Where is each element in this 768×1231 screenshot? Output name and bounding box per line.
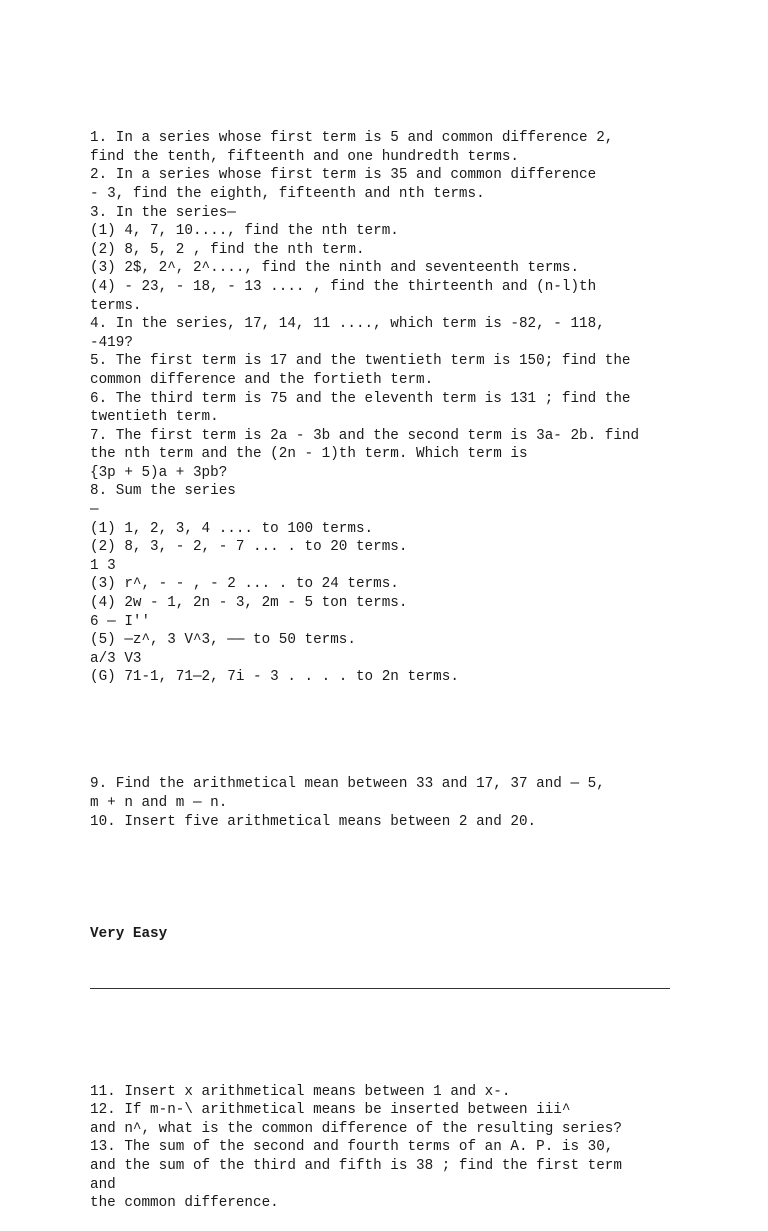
text-line: (1) 4, 7, 10...., find the nth term. [90, 223, 399, 240]
exercise-block-3 [90, 1083, 710, 1213]
text-line: find the tenth, fifteenth and one hundredth terms. [90, 148, 519, 165]
text-line: 6. The third term is 75 and the eleventh term is 131 ; find the [90, 390, 631, 407]
text-line: 1. In a series whose first term is 5 and common difference 2, [90, 130, 614, 147]
text-line: (G) 71-1, 71—2, 7i - 3 . . . . to 2n terms. [90, 669, 459, 686]
text-line: 8. Sum the series [90, 483, 236, 500]
text-line: 11. Insert x arithmetical means between 1 and x-. [90, 1083, 511, 1100]
text-line: common difference and the fortieth term. [90, 371, 434, 388]
text-line: (4) - 23, - 18, - 13 .... , find the thirteenth and (n-l)th [90, 278, 597, 295]
text-line: (3) r^, - - , - 2 ... . to 24 terms. [90, 576, 399, 593]
text-line: 6 — I'' [90, 613, 151, 630]
text-line: m + n and m — n. [90, 794, 228, 811]
text-line: and [90, 1176, 116, 1193]
text-line: twentieth term. [90, 409, 219, 426]
text-line: 5. The first term is 17 and the twentieth term is 150; find the [90, 353, 631, 370]
text-line: the nth term and the (2n - 1)th term. Which term is [90, 446, 528, 463]
exercise-block-1 [90, 129, 710, 687]
text-line: 12. If m-n-\ arithmetical means be inserted between iii^ [90, 1102, 571, 1119]
text-line: (2) 8, 3, - 2, - 7 ... . to 20 terms. [90, 539, 408, 556]
text-line: 4. In the series, 17, 14, 11 ...., which term is -82, - 118, [90, 316, 605, 333]
text-line: (2) 8, 5, 2 , find the nth term. [90, 241, 365, 258]
text-line: - 3, find the eighth, fifteenth and nth terms. [90, 185, 485, 202]
text-line: -419? [90, 334, 133, 351]
text-line: (5) —z^, 3 V^3, —— to 50 terms. [90, 632, 356, 649]
text-line: a/3 V3 [90, 650, 142, 667]
text-line: {3p + 5)a + 3pb? [90, 464, 228, 481]
section-heading: Very Easy [90, 925, 168, 942]
text-line: the common difference. [90, 1195, 279, 1212]
text-line: terms. [90, 297, 142, 314]
text-line: (1) 1, 2, 3, 4 .... to 100 terms. [90, 520, 374, 537]
text-line: — [90, 502, 99, 519]
text-line: 2. In a series whose first term is 35 and common difference [90, 167, 597, 184]
section-divider [90, 988, 670, 989]
text-line: 3. In the series— [90, 204, 236, 221]
text-line: 9. Find the arithmetical mean between 33 and 17, 37 and — 5, [90, 776, 605, 793]
text-line: (3) 2$, 2^, 2^...., find the ninth and seventeenth terms. [90, 260, 580, 277]
text-line: (4) 2w - 1, 2n - 3, 2m - 5 ton terms. [90, 595, 408, 612]
text-line: and n^, what is the common difference of the resulting series? [90, 1120, 622, 1137]
text-line: 13. The sum of the second and fourth terms of an A. P. is 30, [90, 1139, 614, 1156]
exercise-block-2 [90, 775, 710, 831]
text-line: 10. Insert five arithmetical means between 2 and 20. [90, 813, 537, 830]
document-body [90, 92, 710, 1231]
text-line: and the sum of the third and fifth is 38 ; find the first term [90, 1158, 622, 1175]
text-line: 1 3 [90, 557, 116, 574]
text-line: 7. The first term is 2a - 3b and the second term is 3a- 2b. find [90, 427, 640, 444]
